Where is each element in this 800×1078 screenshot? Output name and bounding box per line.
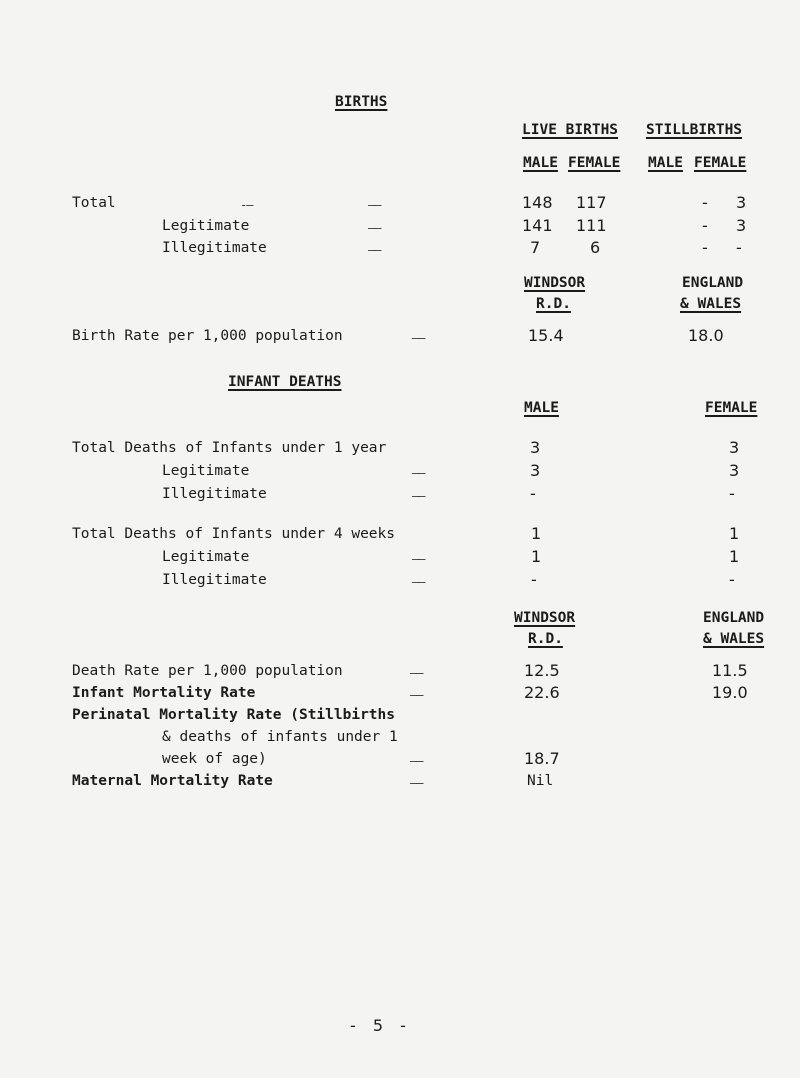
under-1-year-illegit-label: Illegitimate <box>162 486 267 502</box>
births-total-sb-female: 3 <box>736 193 747 212</box>
lb-female-header: FEMALE <box>568 155 621 171</box>
births-legit-sb-male: - <box>702 216 708 235</box>
page-number: - 5 - <box>350 1016 412 1035</box>
under-4-weeks-legit-female: 1 <box>729 547 740 566</box>
infant-female-header: FEMALE <box>705 400 758 416</box>
births-legit-lb-male: 141 <box>522 216 553 235</box>
death-rate-windsor: 12.5 <box>524 661 560 680</box>
perinatal-label-line1: Perinatal Mortality Rate (Stillbirths <box>72 707 396 723</box>
births-legit-lb-female: 111 <box>576 216 607 235</box>
mortality-england-header: ENGLAND <box>703 610 765 626</box>
death-rate-england: 11.5 <box>712 661 748 680</box>
births-total-dash-2: —— <box>368 198 381 212</box>
infant-mortality-label: Infant Mortality Rate <box>72 685 256 701</box>
under-1-year-male: 3 <box>530 438 541 457</box>
birth-rate-england: 18.0 <box>688 326 724 345</box>
births-illegit-sb-female: - <box>736 238 742 257</box>
under-4-weeks-illegit-label: Illegitimate <box>162 572 267 588</box>
infant-mortality-dash: —— <box>410 688 423 702</box>
births-total-lb-male: 148 <box>522 193 553 212</box>
death-rate-label: Death Rate per 1,000 population <box>72 663 343 679</box>
perinatal-dash: —— <box>410 754 423 768</box>
under-1-year-illegit-male: - <box>530 484 536 503</box>
mortality-england-sub: & WALES <box>703 631 765 647</box>
mortality-windsor-header: WINDSOR <box>514 610 576 626</box>
stillbirths-header: STILLBIRTHS <box>646 122 743 138</box>
under-1-year-illegit-female: - <box>729 484 735 503</box>
perinatal-windsor: 18.7 <box>524 749 560 768</box>
infant-male-header: MALE <box>524 400 559 416</box>
under-1-year-illegit-dash: —— <box>412 489 425 503</box>
births-total-sb-male: - <box>702 193 708 212</box>
infant-deaths-title: INFANT DEATHS <box>228 374 342 390</box>
births-illegit-dash: —— <box>368 243 381 257</box>
births-illegit-sb-male: - <box>702 238 708 257</box>
under-4-weeks-female: 1 <box>729 524 740 543</box>
maternal-mortality-label: Maternal Mortality Rate <box>72 773 273 789</box>
births-legit-sb-female: 3 <box>736 216 747 235</box>
infant-mortality-england: 19.0 <box>712 683 748 702</box>
birth-rate-windsor: 15.4 <box>528 326 564 345</box>
birth-rate-dash: —— <box>412 331 425 345</box>
under-1-year-label: Total Deaths of Infants under 1 year <box>72 440 387 456</box>
lb-male-header: MALE <box>523 155 558 171</box>
births-illegit-label: Illegitimate <box>162 240 267 256</box>
live-births-header: LIVE BIRTHS <box>522 122 619 138</box>
births-england-header: ENGLAND <box>682 275 744 291</box>
birth-rate-label: Birth Rate per 1,000 population <box>72 328 343 344</box>
maternal-mortality-windsor: Nil <box>527 773 554 789</box>
under-4-weeks-illegit-male: - <box>531 570 537 589</box>
infant-mortality-windsor: 22.6 <box>524 683 560 702</box>
under-1-year-legit-label: Legitimate <box>162 463 250 479</box>
under-1-year-female: 3 <box>729 438 740 457</box>
births-illegit-lb-female: 6 <box>590 238 601 257</box>
births-total-lb-female: 117 <box>576 193 607 212</box>
sb-male-header: MALE <box>648 155 683 171</box>
under-4-weeks-legit-male: 1 <box>531 547 542 566</box>
under-4-weeks-male: 1 <box>531 524 542 543</box>
perinatal-label-line2: & deaths of infants under 1 <box>162 729 398 745</box>
births-total-dash-1: -— <box>240 198 253 212</box>
sb-female-header: FEMALE <box>694 155 747 171</box>
perinatal-label-line3: week of age) <box>162 751 267 767</box>
maternal-mortality-dash: —— <box>410 776 423 790</box>
births-legit-dash: —— <box>368 221 381 235</box>
births-windsor-sub: R.D. <box>536 296 571 312</box>
births-illegit-lb-male: 7 <box>530 238 541 257</box>
births-total-label: Total <box>72 195 116 211</box>
death-rate-dash: —— <box>410 666 423 680</box>
under-4-weeks-label: Total Deaths of Infants under 4 weeks <box>72 526 396 542</box>
births-title: BIRTHS <box>335 94 388 110</box>
births-england-sub: & WALES <box>680 296 742 312</box>
births-legit-label: Legitimate <box>162 218 250 234</box>
under-1-year-legit-dash: —— <box>412 466 425 480</box>
under-4-weeks-legit-dash: —— <box>412 552 425 566</box>
under-1-year-legit-female: 3 <box>729 461 740 480</box>
under-4-weeks-illegit-dash: —— <box>412 575 425 589</box>
under-4-weeks-illegit-female: - <box>729 570 735 589</box>
births-windsor-header: WINDSOR <box>524 275 586 291</box>
under-1-year-legit-male: 3 <box>530 461 541 480</box>
mortality-windsor-sub: R.D. <box>528 631 563 647</box>
under-4-weeks-legit-label: Legitimate <box>162 549 250 565</box>
